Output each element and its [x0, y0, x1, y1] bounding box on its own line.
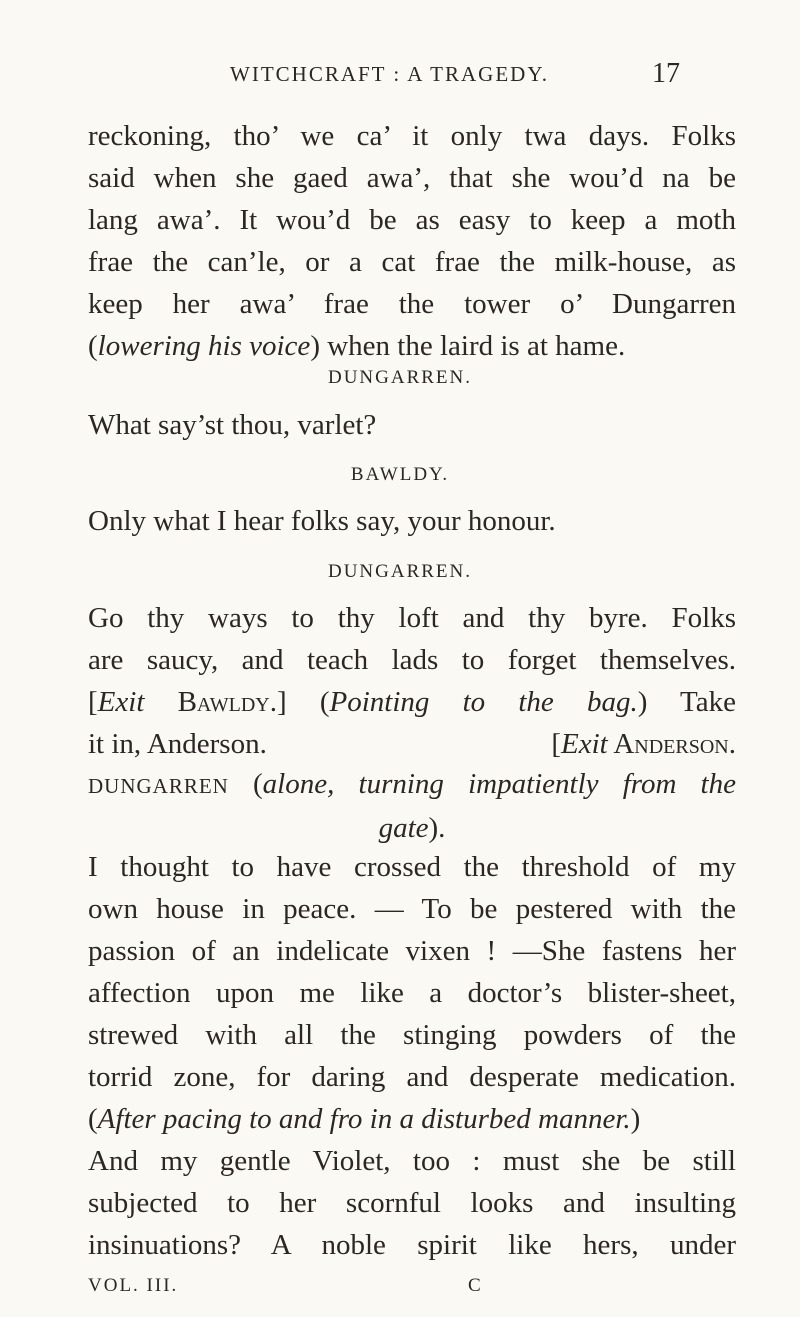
speech-dungarren-1: [88, 404, 736, 446]
text-line: [88, 763, 736, 807]
text-line: insinuations? A noble spirit like hers, under: [88, 1229, 736, 1261]
text-line: What say’st thou, varlet?: [88, 409, 377, 441]
text-line: lang awa’. It wou’d be as easy to keep a moth: [88, 204, 736, 236]
stage-direction: Pointing to the bag.: [329, 686, 638, 718]
text-line: Only what I hear folks say, your honour.: [88, 505, 556, 537]
paragraph-bawldy-continued: [88, 115, 736, 367]
speaker-name: BAWLDY.: [350, 464, 450, 485]
running-title: WITCHCRAFT : A TRAGEDY.: [230, 62, 550, 86]
speech-dungarren-2: [88, 597, 736, 765]
paren-close: ).: [428, 812, 446, 844]
text-line: [88, 1098, 736, 1140]
speech-bawldy: [88, 500, 736, 542]
exit-word: Exit: [561, 728, 608, 760]
paren-open: (: [88, 1103, 98, 1135]
text-line: torrid zone, for daring and desperate medication.: [88, 1061, 736, 1093]
volume-mark: VOL. III.: [88, 1275, 179, 1296]
text-line: frae the can’le, or a cat frae the milk-house, as: [88, 246, 736, 278]
paren-close: ): [637, 686, 648, 718]
text-line: said when she gaed awa’, that she wou’d na be: [88, 162, 736, 194]
stage-direction: gate: [378, 812, 429, 844]
stage-direction: lowering his voice: [97, 330, 311, 362]
text-line: [88, 723, 736, 765]
text-fragment: when the laird is at hame.: [319, 330, 626, 362]
signature-mark: C: [468, 1275, 483, 1296]
speaker-name: DUNGARREN.: [327, 367, 473, 388]
text-line: And my gentle Violet, too : must she be still: [88, 1145, 736, 1177]
exit-name: Bawldy.]: [144, 686, 287, 718]
text-line: subjected to her scornful looks and insulting: [88, 1187, 736, 1219]
speaker-name: DUNGARREN: [88, 774, 229, 798]
bracket-open: [: [88, 686, 98, 718]
speaker-name: DUNGARREN.: [327, 561, 473, 582]
text-line: keep her awa’ frae the tower o’ Dungarren: [88, 288, 736, 320]
text-fragment: it in, Anderson.: [88, 728, 267, 760]
paren-open: (: [228, 768, 263, 800]
speaker-with-direction: [88, 763, 736, 849]
paren-close: ): [310, 330, 320, 362]
text-line: [88, 807, 736, 849]
text-line: own house in peace. — To be pestered with the: [88, 893, 736, 925]
paren-open: (: [88, 330, 98, 362]
paren-close: ): [630, 1103, 641, 1135]
stage-direction: alone, turning impatiently from the: [262, 768, 736, 800]
text-line: I thought to have crossed the threshold of my: [88, 851, 736, 883]
text-line: passion of an indelicate vixen ! —She fastens her: [88, 935, 736, 967]
text-line: Go thy ways to thy loft and thy byre. Folks: [88, 602, 736, 634]
text-line: strewed with all the stinging powders of the: [88, 1019, 736, 1051]
text-line: are saucy, and teach lads to forget themselves.: [88, 644, 736, 676]
text-line: reckoning, tho’ we ca’ it only twa days. Folks: [88, 120, 736, 152]
bracket-open: [: [551, 728, 561, 760]
text-line: [88, 681, 736, 723]
exit-word: Exit: [97, 686, 145, 718]
stage-direction: After pacing to and fro in a disturbed manner.: [97, 1103, 631, 1135]
text-fragment: Take: [647, 686, 736, 718]
exit-name: Anderson.: [607, 728, 736, 760]
speech-dungarren-3: [88, 846, 736, 1266]
page-number: 17: [652, 58, 680, 89]
paren-open: (: [286, 686, 330, 718]
text-line: affection upon me like a doctor’s blister-sheet,: [88, 977, 736, 1009]
text-line: [88, 325, 736, 367]
